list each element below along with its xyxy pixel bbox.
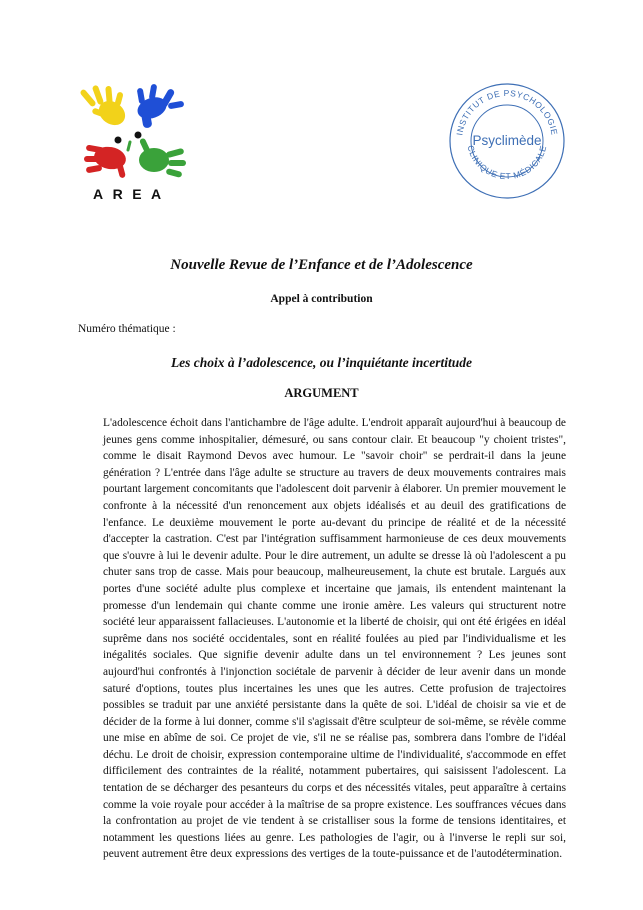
seal-icon [448, 82, 566, 200]
call-for-contributions-label: Appel à contribution [270, 293, 373, 305]
psyclimede-seal [448, 82, 566, 200]
hands-illustration [80, 80, 190, 185]
area-logo-text: AREA [93, 186, 171, 202]
argument-paragraph: L'adolescence échoit dans l'antichambre de l'âge adulte. L'endroit apparaît aujourd'hui à beaucoup de jeunes gens comme inhospitalier, démesuré, ou sans contour clair. Et beaucoup "y choient tristes", comme le disait Raymond Devos avec humour. Le "savoir choir" se perdrait-il dans la jeune génération ? L'entrée dans l'âge adulte se structure au travers de deux mouvements contraires mais pourtant largement concomitants que l'adolescent doit parvenir à élaborer. Un premier mouvement le confronte à la nécessité d'un renoncement aux objets idéalisés et au deuil des gratifications de l'enfance. Le deuxième mouvement le porte au-devant du principe de réalité et de la nécessité d'accepter la castration. C'est par l'intégration suffisamment harmonieuse de ces deux mouvements que s'ouvre à lui le devenir adulte. Pour le dire autrement, un adulte se dresse là où l'adolescent a pu chuter sans trop de casse. Mais pour beaucoup, malheureusement, la chute est brutale. Largués aux portes d'une société adulte plus complexe et incertaine que jamais, ils entendent maintenant la promesse d'un lendemain qui chante comme une ironie amère. Les valeurs qui structurent notre société leur apparaissent fallacieuses. L'autonomie et la liberté de choisir, qui ont été érigées en idéal suprême dans nos société occidentales, sont en réalité foulées au pied par l'individualisme et les inégalités sociales. Que signifie devenir adulte dans un tel environnement ? Les jeunes sont aujourd'hui confrontés à l'injonction sociétale de parvenir à décider de leur avenir dans un monde saturé d'options, toutes plus incertaines les unes que les autres. Cette profusion de trajectoires possibles se traduit par une anxiété persistante dans la quête de soi. L'idéal de choisir sa vie et de décider de la forme à lui donner, comme s'il s'agissait d'être sculpteur de soi-même, se révèle comme une mise en abîme de soi. Ce projet de vie, s'il ne se réalise pas, sombrera dans l'ombre de l'idéal déchu. Le droit de choisir, expression contemporaine ultime de l'individualité, s'accommode en effet difficilement des contraintes de la réalité, notamment pubertaires, qui saisissent l'adolescent. La tentation de se décharger des pesanteurs du corps et des nécessités vitales, peut apparaître à certains comme la voie royale pour accéder à la maîtrise de sa propre existence. Les souffrances vécues dans la confrontation au projet de vie tendent à se cristalliser sous la forme de tensions identitaires, et notamment les questions liées au genre. Les pathologies de l'agir, ou à l'inverse le repli sur soi, peuvent autrement être deux expressions des vertiges de la toute-puissance et de l'autodétermination. [103, 417, 566, 861]
issue-label: Numéro thématique : [78, 323, 176, 335]
svg-text:CLINIQUE ET MÉDICALE [466, 144, 549, 181]
theme-title: Les choix à l’adolescence, ou l’inquiétante incertitude [170, 355, 473, 370]
seal-top-text: INSTITUT DE PSYCHOLOGIE [454, 87, 560, 137]
argument-heading: ARGUMENT [284, 386, 359, 400]
seal-center-text: Psyclimède [472, 133, 542, 148]
face-icon [115, 132, 142, 151]
blue-hand-icon [134, 84, 184, 129]
journal-title: Nouvelle Revue de l’Enfance et de l’Adolescence [170, 257, 473, 273]
svg-text:INSTITUT DE PSYCHOLOGIE [454, 88, 559, 136]
red-hand-icon [84, 144, 128, 178]
seal-bottom-text: CLINIQUE ET MÉDICALE [465, 144, 549, 182]
yellow-hand-icon [80, 85, 130, 130]
green-hand-icon [139, 137, 186, 177]
